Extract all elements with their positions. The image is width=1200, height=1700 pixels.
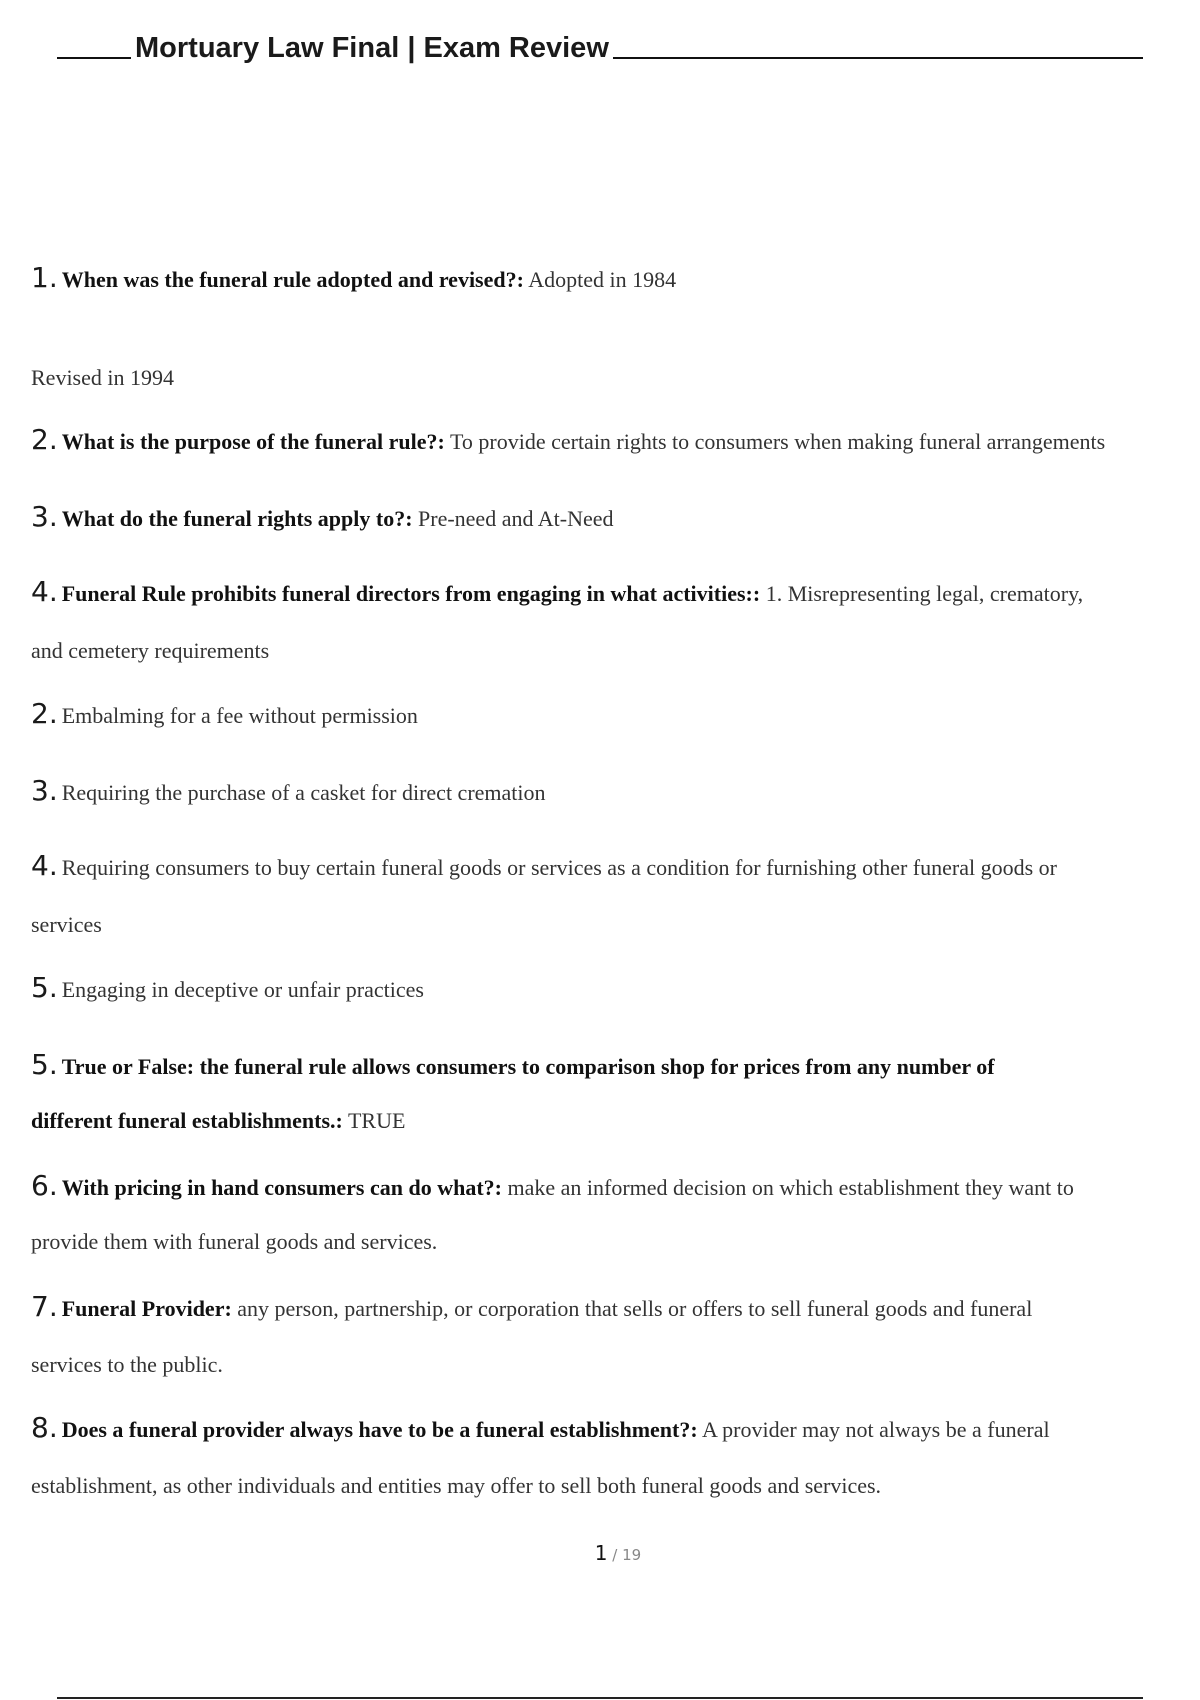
current-page: 1: [594, 1541, 608, 1565]
answer-text: To provide certain rights to consumers when making funeral arrangements: [444, 429, 1106, 454]
list-number: 7.: [31, 1290, 58, 1323]
answer-text: Embalming for a fee without permission: [61, 703, 418, 728]
question-text: Funeral Rule prohibits funeral directors from engaging in what activities::: [61, 581, 761, 606]
question-text: When was the funeral rule adopted and revised?:: [61, 267, 524, 292]
text-line: [31, 1227, 1200, 1257]
answer-text: Requiring consumers to buy certain funeral goods or services as a condition for furnishing other funeral goods or: [61, 855, 1057, 880]
question-text: Funeral Provider:: [61, 1296, 232, 1321]
text-line: [31, 577, 1200, 609]
footer-rule: [57, 1697, 1143, 1699]
text-line: [31, 1106, 1200, 1136]
question-text: True or False: the funeral rule allows consumers to comparison shop for prices from any number of: [61, 1054, 995, 1079]
answer-text: establishment, as other individuals and entities may offer to sell both funeral goods and services.: [31, 1473, 882, 1498]
answer-text: provide them with funeral goods and services.: [31, 1229, 438, 1254]
total-pages: / 19: [607, 1546, 642, 1564]
answer-text: Engaging in deceptive or unfair practices: [61, 977, 424, 1002]
list-number: 5.: [31, 1048, 58, 1081]
list-number: 1.: [31, 261, 58, 294]
list-number: 4.: [31, 575, 58, 608]
list-number: 3.: [31, 774, 58, 807]
text-line: [31, 1413, 1200, 1445]
text-line: [31, 851, 1200, 883]
answer-text: any person, partnership, or corporation that sells or offers to sell funeral goods and funeral: [231, 1296, 1033, 1321]
list-number: 5.: [31, 971, 58, 1004]
text-line: [31, 1350, 1200, 1380]
question-text: different funeral establishments.:: [31, 1108, 343, 1133]
answer-text: Revised in 1994: [31, 365, 174, 390]
page-title: Mortuary Law Final | Exam Review: [131, 32, 613, 65]
answer-text: 1. Misrepresenting legal, crematory,: [760, 581, 1084, 606]
text-line: [31, 1171, 1200, 1203]
list-number: 2.: [31, 697, 58, 730]
text-line: [31, 502, 1200, 534]
answer-text: Pre-need and At-Need: [412, 506, 614, 531]
list-number: 4.: [31, 849, 58, 882]
text-line: [31, 636, 1200, 666]
question-text: Does a funeral provider always have to be a funeral establishment?:: [61, 1417, 698, 1442]
list-number: 3.: [31, 500, 58, 533]
answer-text: Adopted in 1984: [523, 267, 677, 292]
text-line: [31, 425, 1200, 457]
list-number: 8.: [31, 1411, 58, 1444]
text-line: [31, 1471, 1200, 1501]
list-number: 6.: [31, 1169, 58, 1202]
answer-text: Requiring the purchase of a casket for direct cremation: [61, 780, 546, 805]
text-line: [31, 263, 1200, 295]
page-number: [0, 1541, 1200, 1565]
answer-text: make an informed decision on which establishment they want to: [502, 1175, 1074, 1200]
text-line: [31, 776, 1200, 808]
text-line: [31, 1050, 1200, 1082]
answer-text: and cemetery requirements: [31, 638, 270, 663]
text-line: [31, 363, 1200, 393]
answer-text: services: [31, 912, 102, 937]
text-line: [31, 699, 1200, 731]
answer-text: TRUE: [342, 1108, 406, 1133]
list-number: 2.: [31, 423, 58, 456]
question-text: What do the funeral rights apply to?:: [61, 506, 413, 531]
text-line: [31, 910, 1200, 940]
text-line: [31, 973, 1200, 1005]
text-line: [31, 1292, 1200, 1324]
answer-text: A provider may not always be a funeral: [697, 1417, 1050, 1442]
question-text: With pricing in hand consumers can do what?:: [61, 1175, 502, 1200]
question-text: What is the purpose of the funeral rule?:: [61, 429, 445, 454]
answer-text: services to the public.: [31, 1352, 223, 1377]
